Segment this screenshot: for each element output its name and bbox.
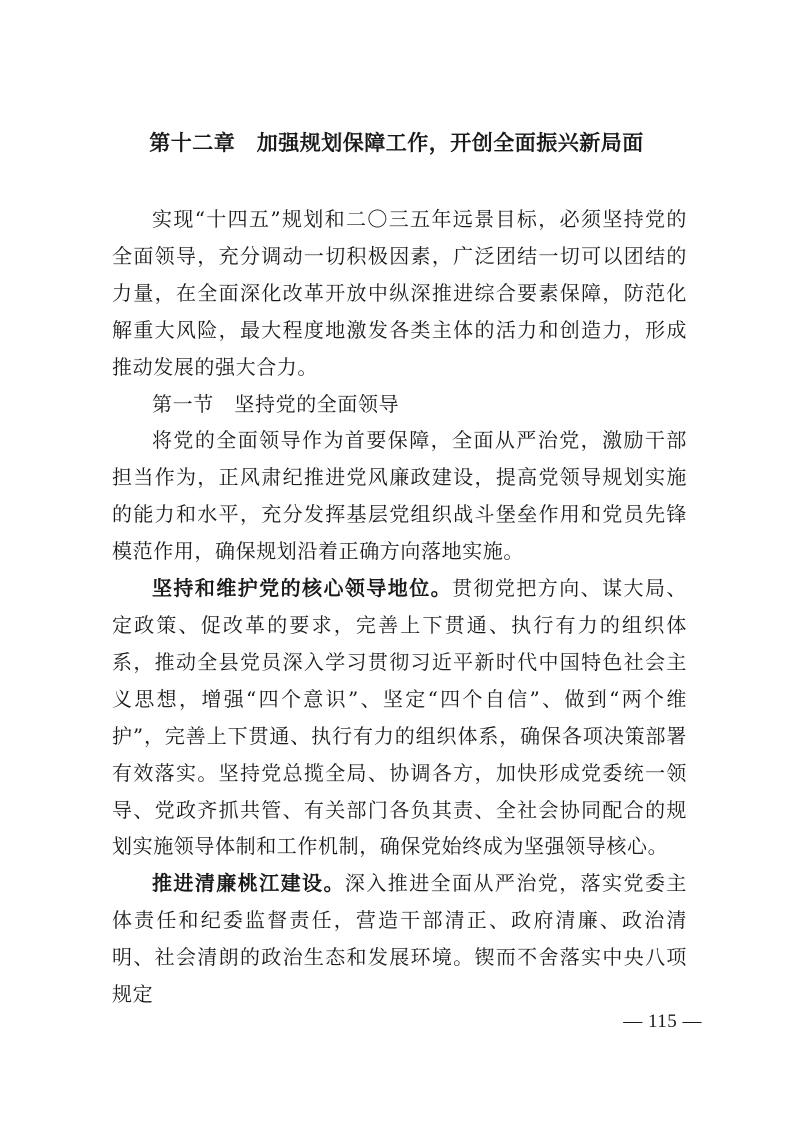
paragraph-item-1 <box>112 570 687 865</box>
section-heading: 第一节 坚持党的全面领导 <box>152 391 400 416</box>
item-2-text: 深入推进全面从严治党，落实党委主体责任和纪委监督责任，营造干部清正、政府清廉、政治清明、社会清朗的政治生态和发展环境。锲而不舍落实中央八项规定 <box>112 871 687 1007</box>
intro-paragraph: 实现“十四五”规划和二〇三五年远景目标，必须坚持党的全面领导，充分调动一切积极因素，广泛团结一切可以团结的力量，在全面深化改革开放中纵深推进综合要素保障，防范化解重大风险，最大程度地激发各类主体的活力和创造力，形成推动发展的强大合力。 <box>112 207 687 379</box>
item-1-text: 贯彻党把方向、谋大局、定政策、促改革的要求，完善上下贯通、执行有力的组织体系，推动全县党员深入学习贯彻习近平新时代中国特色社会主义思想，增强“四个意识”、坚定“四个自信”、做到“两个维护”，完善上下贯通、执行有力的组织体系，确保各项决策部署有效落实。坚持党总揽全局、协调各方，加快形成党委统一领导、党政齐抓共管、有关部门各负其责、全社会协同配合的规划实施领导体制和工作机制，确保党始终成为坚强领导核心。 <box>112 576 687 859</box>
body-text <box>112 201 687 1013</box>
paragraph-item-2 <box>112 865 687 1013</box>
section-paragraph: 将党的全面领导作为首要保障，全面从严治党，激励干部担当作为，正风肃纪推进党风廉政建设，提高党领导规划实施的能力和水平，充分发挥基层党组织战斗堡垒作用和党员先锋模范作用，确保规划沿着正确方向落地实施。 <box>112 428 687 564</box>
item-2-lead: 推进清廉桃江建设。 <box>152 871 345 896</box>
item-1-lead: 坚持和维护党的核心领导地位。 <box>152 576 453 601</box>
page-number: — 115 — <box>623 1011 702 1032</box>
chapter-title: 第十二章 加强规划保障工作，开创全面振兴新局面 <box>149 131 644 155</box>
